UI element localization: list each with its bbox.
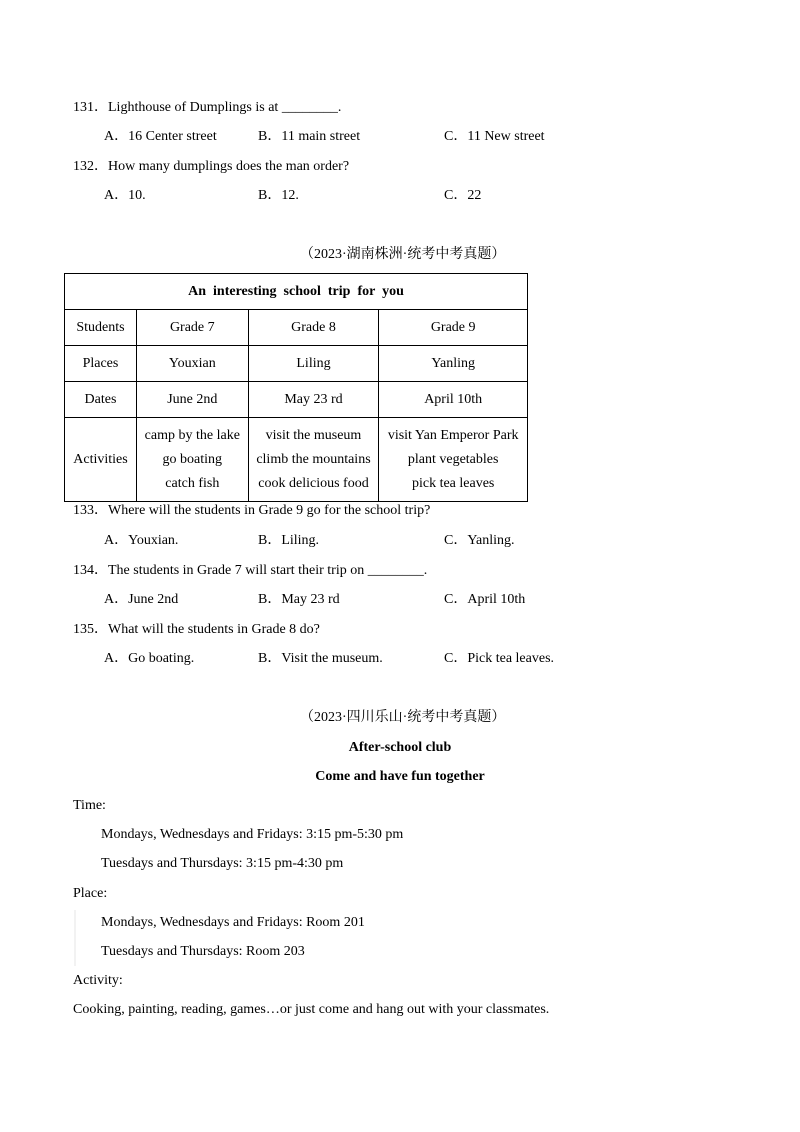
activity-item: climb the mountains xyxy=(256,451,371,467)
question-134-option-a: A．June 2nd xyxy=(104,592,179,607)
table-cell: April 10th xyxy=(379,382,528,418)
table-row xyxy=(65,418,528,502)
table-row xyxy=(65,310,528,346)
table-cell: Grade 8 xyxy=(248,310,379,346)
table-cell: Grade 9 xyxy=(379,310,528,346)
table-cell xyxy=(136,418,248,502)
table-row xyxy=(65,382,528,418)
activity-item: go boating xyxy=(162,451,223,467)
table-cell: June 2nd xyxy=(136,382,248,418)
question-132-option-c: C．22 xyxy=(444,188,482,203)
club-title: After-school club xyxy=(348,740,452,755)
question-131-stem: 131．Lighthouse of Dumplings is at ________. xyxy=(73,100,342,115)
club-subtitle: Come and have fun together xyxy=(315,769,485,784)
table-cell: Yanling xyxy=(379,346,528,382)
activity-item: camp by the lake xyxy=(144,427,240,443)
question-133-option-a: A．Youxian. xyxy=(104,533,179,548)
table-cell: Grade 7 xyxy=(136,310,248,346)
club-place-line: Tuesdays and Thursdays: Room 203 xyxy=(101,944,305,959)
question-135-stem: 135．What will the students in Grade 8 do? xyxy=(73,622,320,637)
question-133-stem: 133．Where will the students in Grade 9 go for the school trip? xyxy=(73,503,431,518)
activity-item: cook delicious food xyxy=(258,475,369,491)
table-cell: Liling xyxy=(248,346,379,382)
row-label-places: Places xyxy=(65,346,137,382)
question-135-option-a: A．Go boating. xyxy=(104,651,195,666)
club-time-label: Time: xyxy=(73,798,106,813)
activity-item: visit Yan Emperor Park xyxy=(387,427,519,443)
question-135-option-b: B．Visit the museum. xyxy=(258,651,383,666)
club-place-line: Mondays, Wednesdays and Fridays: Room 201 xyxy=(101,915,365,930)
question-135-option-c: C．Pick tea leaves. xyxy=(444,651,555,666)
row-label-students: Students xyxy=(65,310,137,346)
question-134-option-c: C．April 10th xyxy=(444,592,526,607)
question-133-option-b: B．Liling. xyxy=(258,533,320,548)
source-label-zhuzhou: （2023·湖南株洲·统考中考真题） xyxy=(300,247,506,262)
activity-item: catch fish xyxy=(165,475,220,491)
question-132-option-b: B．12. xyxy=(258,188,299,203)
question-134-option-b: B．May 23 rd xyxy=(258,592,340,607)
table-cell: May 23 rd xyxy=(248,382,379,418)
table-row xyxy=(65,346,528,382)
table-cell: Youxian xyxy=(136,346,248,382)
club-activity-text: Cooking, painting, reading, games…or just come and hang out with your classmates. xyxy=(73,1002,550,1017)
club-time-line: Tuesdays and Thursdays: 3:15 pm-4:30 pm xyxy=(101,856,344,871)
question-131-option-c: C．11 New street xyxy=(444,129,545,144)
club-activity-label: Activity: xyxy=(73,973,123,988)
question-131-option-a: A．16 Center street xyxy=(104,129,217,144)
school-trip-table xyxy=(64,273,528,502)
club-place-label: Place: xyxy=(73,886,108,901)
question-132-option-a: A．10. xyxy=(104,188,146,203)
activity-item: pick tea leaves xyxy=(411,475,495,491)
question-132-stem: 132．How many dumplings does the man order? xyxy=(73,159,350,174)
club-time-line: Mondays, Wednesdays and Fridays: 3:15 pm-5:30 pm xyxy=(101,827,404,842)
question-134-stem: 134．The students in Grade 7 will start their trip on ________. xyxy=(73,563,428,578)
row-label-dates: Dates xyxy=(65,382,137,418)
question-131-option-b: B．11 main street xyxy=(258,129,361,144)
table-cell xyxy=(248,418,379,502)
indent-bar xyxy=(74,910,76,966)
table-title-row xyxy=(65,274,528,310)
activity-item: plant vegetables xyxy=(407,451,499,467)
table-cell xyxy=(379,418,528,502)
row-label-activities: Activities xyxy=(65,418,137,502)
table-title: An interesting school trip for you xyxy=(65,274,528,310)
activity-item: visit the museum xyxy=(265,427,362,443)
question-133-option-c: C．Yanling. xyxy=(444,533,515,548)
source-label-leshan: （2023·四川乐山·统考中考真题） xyxy=(300,710,506,725)
